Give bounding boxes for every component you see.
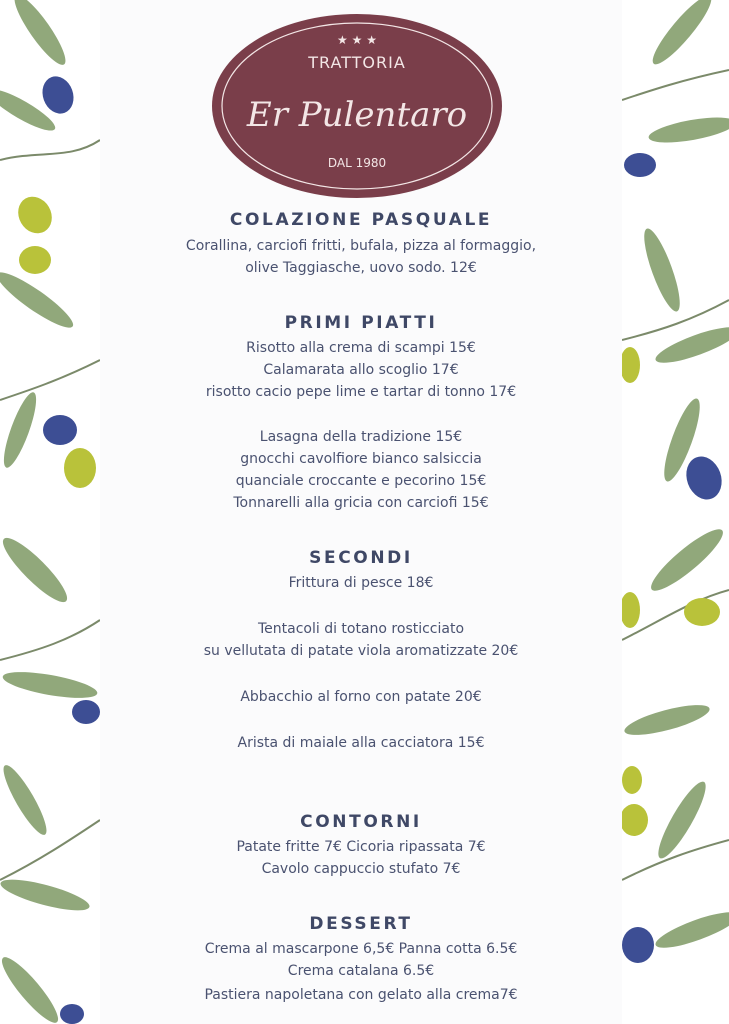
menu-line: Cavolo cappuccio stufato 7€ bbox=[261, 861, 461, 877]
menu-line: Pastiera napoletana con gelato alla crema7€ bbox=[204, 987, 518, 1003]
menu-line: Patate fritte 7€ Cicoria ripassata 7€ bbox=[236, 839, 486, 855]
menu-line: Arista di maiale alla cacciatora 15€ bbox=[237, 735, 485, 751]
menu-line: Corallina, carciofi fritti, bufala, pizza al formaggio, bbox=[185, 238, 537, 254]
section-title: PRIMI PIATTI bbox=[284, 313, 438, 333]
logo-name: Er Pulentaro bbox=[246, 95, 468, 135]
menu-line: Abbacchio al forno con patate 20€ bbox=[240, 689, 482, 705]
menu-line: risotto cacio pepe lime e tartar di tonno 17€ bbox=[205, 384, 517, 400]
menu-line: Lasagna della tradizione 15€ bbox=[259, 429, 463, 445]
menu-line: Frittura di pesce 18€ bbox=[288, 575, 434, 591]
olive-branch-left-decoration bbox=[0, 0, 100, 1024]
menu-line: su vellutata di patate viola aromatizzate 20€ bbox=[203, 643, 519, 659]
menu-line: olive Taggiasche, uovo sodo. 12€ bbox=[245, 260, 477, 276]
section-title: DESSERT bbox=[309, 914, 413, 934]
olive-yellow-icon bbox=[622, 347, 720, 836]
logo-bottom-text: DAL 1980 bbox=[327, 156, 387, 170]
logo-top-text: TRATTORIA bbox=[308, 53, 406, 72]
menu-line: Crema catalana 6.5€ bbox=[287, 963, 435, 979]
logo-stars: ★ ★ ★ bbox=[337, 33, 377, 47]
section-title: SECONDI bbox=[309, 548, 413, 568]
menu-line: Risotto alla crema di scampi 15€ bbox=[246, 340, 476, 356]
menu-line: gnocchi cavolfiore bianco salsiccia bbox=[240, 451, 482, 467]
olive-branch-right-decoration bbox=[622, 0, 729, 1024]
menu-line: quanciale croccante e pecorino 15€ bbox=[235, 473, 487, 489]
menu-line: Calamarata allo scoglio 17€ bbox=[263, 362, 459, 378]
menu-line: Tentacoli di totano rosticciato bbox=[257, 621, 465, 637]
menu-line: Tonnarelli alla gricia con carciofi 15€ bbox=[233, 495, 489, 511]
section-title: CONTORNI bbox=[300, 812, 422, 832]
restaurant-logo bbox=[210, 8, 504, 204]
menu-line: Crema al mascarpone 6,5€ Panna cotta 6.5€ bbox=[204, 941, 518, 957]
section-title: COLAZIONE PASQUALE bbox=[229, 210, 493, 230]
